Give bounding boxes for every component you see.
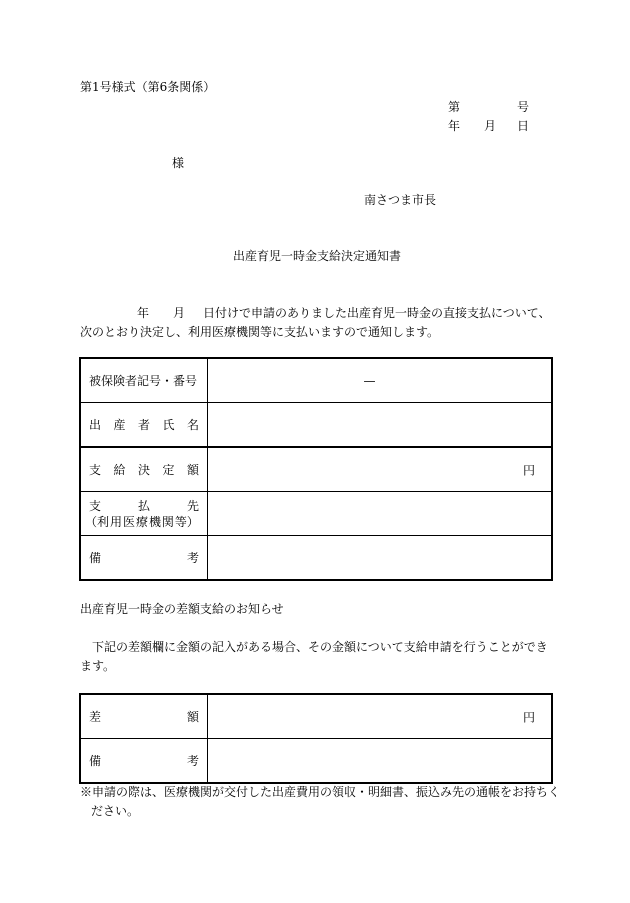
insurance-value [208, 358, 553, 403]
remarks-label: 備 考 [80, 536, 208, 581]
insurance-row [80, 358, 552, 403]
remarks-row [80, 536, 552, 581]
amount-row [80, 447, 552, 492]
difference-table [79, 693, 553, 784]
difference-yen: 円 [522, 710, 535, 724]
date-month: 月 [484, 119, 497, 133]
difference-remarks-row [80, 739, 552, 784]
difference-remarks-value[interactable] [208, 739, 553, 784]
date-day: 日 [517, 119, 530, 133]
notice-text: 下記の差額欄に金額の記入がある場合、その金額について支給申請を行うことができます。 [80, 640, 548, 673]
footnote-line-1: ※申請の際は、医療機関が交付した出産費用の領収・明細書、振込み先の通帳をお持ちく [80, 785, 561, 799]
addressee-honorific: 様 [172, 156, 185, 170]
intro-text-1: 日付けで申請のありました出産育児一時金の直接支払について、 [203, 306, 551, 320]
amount-yen: 円 [522, 463, 535, 477]
payee-label: 支 払 先 （利 用 医 療 機 関 等） [80, 492, 208, 536]
footnote-line-2: ださい。 [91, 804, 140, 818]
insurance-label: 被保険者記号・番号 [80, 358, 208, 403]
intro-paragraph [80, 304, 554, 342]
issuer: 南さつま市長 [364, 193, 437, 207]
mother-label: 出 産 者 氏 名 [80, 403, 208, 448]
remarks-value[interactable] [208, 536, 553, 581]
difference-label: 差 額 [80, 694, 208, 739]
document-title: 出産育児一時金支給決定通知書 [233, 249, 402, 263]
decision-table [79, 357, 553, 581]
difference-value[interactable] [208, 694, 553, 739]
form-number: 第1号様式（第6条関係） [80, 80, 216, 94]
date-year: 年 [448, 119, 461, 133]
document-number-prefix: 第 [448, 100, 461, 114]
insurance-dash: — [363, 373, 376, 388]
notice-heading: 出産育児一時金の差額支給のお知らせ [80, 602, 284, 616]
difference-remarks-label: 備 考 [80, 739, 208, 784]
amount-label: 支 給 決 定 額 [80, 447, 208, 492]
payee-value[interactable] [208, 492, 553, 536]
intro-year: 年 [137, 306, 150, 320]
mother-row [80, 403, 552, 448]
mother-value[interactable] [208, 403, 553, 448]
difference-row [80, 694, 552, 739]
payee-row [80, 492, 552, 536]
amount-value[interactable] [208, 447, 553, 492]
intro-month: 月 [173, 306, 186, 320]
intro-text-2: 次のとおり決定し、利用医療機関等に支払いますので通知します。 [80, 325, 440, 339]
document-number-suffix: 号 [517, 100, 530, 114]
